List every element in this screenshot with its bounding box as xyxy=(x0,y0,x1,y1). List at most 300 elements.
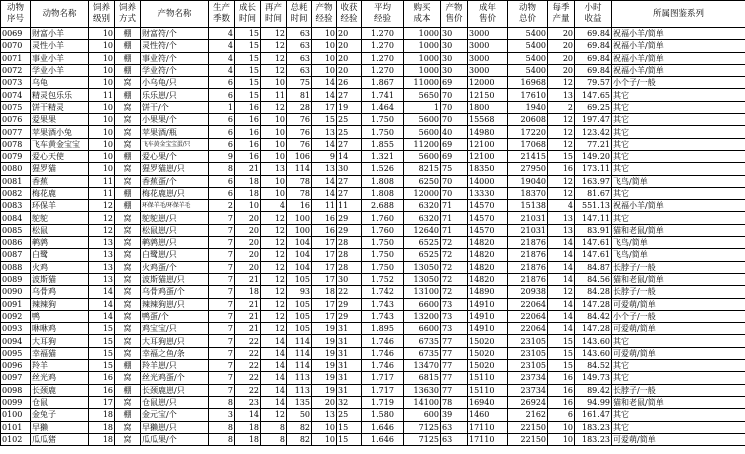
cell-total-time: 78 xyxy=(287,187,312,199)
cell-feeding-method: 棚 xyxy=(115,187,141,199)
cell-hourly-income: 89.42 xyxy=(575,384,612,396)
cell-growth-time: 22 xyxy=(235,372,261,384)
cell-product-exp: 10 xyxy=(312,52,337,64)
cell-average-exp: 1.270 xyxy=(362,64,404,76)
cell-product-name: 早獭崽/只 xyxy=(141,421,209,433)
cell-growth-time: 21 xyxy=(235,273,261,285)
cell-feeding-method: 窝 xyxy=(115,396,141,408)
cell-season-yield: 12 xyxy=(548,126,575,138)
cell-growth-time: 21 xyxy=(235,323,261,335)
cell-feeding-method: 棚 xyxy=(115,52,141,64)
cell-feeding-method: 窝 xyxy=(115,224,141,236)
cell-hourly-income: 69.84 xyxy=(575,52,612,64)
table-row xyxy=(1,212,745,224)
cell-product-name: 仓鼠崽/只 xyxy=(141,396,209,408)
cell-animal-name: 火鸡 xyxy=(31,261,89,273)
cell-total-time: 76 xyxy=(287,138,312,150)
cell-animal-name: 事业小羊 xyxy=(31,52,89,64)
cell-hourly-income: 147.61 xyxy=(575,249,612,261)
table-row xyxy=(1,273,745,285)
cell-product-exp: 14 xyxy=(312,138,337,150)
cell-album-series: 小个子/一般 xyxy=(612,310,745,322)
cell-product-exp: 19 xyxy=(312,360,337,372)
cell-harvest-exp: 26 xyxy=(337,77,362,89)
cell-product-exp: 10 xyxy=(312,421,337,433)
cell-animal-total: 5400 xyxy=(508,52,548,64)
cell-product-exp: 18 xyxy=(312,286,337,298)
cell-animal-id: 0082 xyxy=(1,187,31,199)
cell-feeding-method: 窝 xyxy=(115,433,141,445)
cell-hourly-income: 143.60 xyxy=(575,335,612,347)
cell-harvest-exp: 29 xyxy=(337,212,362,224)
cell-animal-total: 23105 xyxy=(508,347,548,359)
cell-product-name: 爱心果/个 xyxy=(141,150,209,162)
cell-average-exp: 1.750 xyxy=(362,249,404,261)
cell-growth-time: 18 xyxy=(235,433,261,445)
cell-animal-name: 幸福猫 xyxy=(31,347,89,359)
cell-growth-time: 15 xyxy=(235,28,261,40)
cell-animal-name: 羚羊 xyxy=(31,360,89,372)
cell-animal-id: 0071 xyxy=(1,52,31,64)
cell-feeding-method: 窝 xyxy=(115,114,141,126)
cell-growth-time: 15 xyxy=(235,52,261,64)
cell-animal-total: 17610 xyxy=(508,89,548,101)
cell-animal-id: 0097 xyxy=(1,372,31,384)
cell-purchase-cost: 5650 xyxy=(404,89,441,101)
cell-regrowth-time: 10 xyxy=(261,77,287,89)
table-row xyxy=(1,360,745,372)
cell-hourly-income: 81.67 xyxy=(575,187,612,199)
cell-regrowth-time: 10 xyxy=(261,114,287,126)
cell-regrowth-time: 12 xyxy=(261,261,287,273)
cell-feeding-level: 16 xyxy=(89,372,115,384)
cell-purchase-cost: 1000 xyxy=(404,64,441,76)
cell-product-price: 70 xyxy=(441,114,468,126)
cell-average-exp: 1.270 xyxy=(362,28,404,40)
cell-season-yield: 20 xyxy=(548,40,575,52)
cell-season-yield: 12 xyxy=(548,187,575,199)
cell-purchase-cost: 1000 xyxy=(404,52,441,64)
cell-regrowth-time: 12 xyxy=(261,212,287,224)
cell-harvest-exp: 31 xyxy=(337,372,362,384)
cell-total-time: 81 xyxy=(287,89,312,101)
cell-feeding-method: 窝 xyxy=(115,237,141,249)
cell-purchase-cost: 6320 xyxy=(404,200,441,212)
cell-season-yield: 15 xyxy=(548,150,575,162)
cell-growth-time: 10 xyxy=(235,200,261,212)
cell-regrowth-time: 14 xyxy=(261,360,287,372)
cell-album-series: 其它 xyxy=(612,212,745,224)
table-row xyxy=(1,52,745,64)
cell-regrowth-time: 12 xyxy=(261,40,287,52)
cell-total-time: 114 xyxy=(287,347,312,359)
cell-product-price: 72 xyxy=(441,249,468,261)
cell-product-exp: 16 xyxy=(312,224,337,236)
cell-feeding-level: 12 xyxy=(89,212,115,224)
cell-product-name: 香蕉蛋/个 xyxy=(141,175,209,187)
cell-regrowth-time: 12 xyxy=(261,28,287,40)
cell-hourly-income: 123.42 xyxy=(575,126,612,138)
cell-feeding-level: 15 xyxy=(89,360,115,372)
table-row xyxy=(1,237,745,249)
cell-animal-name: 猩罗猫 xyxy=(31,163,89,175)
cell-total-time: 82 xyxy=(287,433,312,445)
cell-regrowth-time: 12 xyxy=(261,224,287,236)
cell-album-series: 其它 xyxy=(612,372,745,384)
cell-purchase-cost: 6600 xyxy=(404,298,441,310)
cell-animal-name: 灵性小羊 xyxy=(31,40,89,52)
cell-average-exp: 1.646 xyxy=(362,421,404,433)
cell-average-exp: 1.750 xyxy=(362,237,404,249)
table-row xyxy=(1,150,745,162)
table-row xyxy=(1,175,745,187)
cell-adult-price: 15020 xyxy=(468,347,508,359)
cell-feeding-level: 10 xyxy=(89,114,115,126)
cell-album-series: 可爱萌/简单 xyxy=(612,323,745,335)
cell-feeding-method: 窝 xyxy=(115,77,141,89)
cell-growth-time: 15 xyxy=(235,89,261,101)
cell-harvest-exp: 28 xyxy=(337,261,362,273)
cell-purchase-cost: 12000 xyxy=(404,187,441,199)
cell-hourly-income: 161.47 xyxy=(575,409,612,421)
cell-season-yield: 16 xyxy=(548,372,575,384)
cell-average-exp: 1.746 xyxy=(362,335,404,347)
table-row xyxy=(1,298,745,310)
cell-hourly-income: 69.25 xyxy=(575,101,612,113)
cell-animal-name: 瓜瓜猪 xyxy=(31,433,89,445)
cell-adult-price: 13330 xyxy=(468,187,508,199)
cell-harvest-exp: 25 xyxy=(337,409,362,421)
table-row xyxy=(1,77,745,89)
cell-hourly-income: 77.21 xyxy=(575,138,612,150)
table-row xyxy=(1,114,745,126)
cell-animal-total: 2162 xyxy=(508,409,548,421)
cell-production-seasons: 7 xyxy=(209,286,235,298)
cell-harvest-exp: 31 xyxy=(337,384,362,396)
cell-feeding-method: 窝 xyxy=(115,310,141,322)
cell-product-exp: 19 xyxy=(312,347,337,359)
cell-total-time: 105 xyxy=(287,310,312,322)
cell-season-yield: 20 xyxy=(548,64,575,76)
cell-feeding-method: 窝 xyxy=(115,372,141,384)
cell-production-seasons: 2 xyxy=(209,200,235,212)
cell-hourly-income: 149.73 xyxy=(575,372,612,384)
cell-production-seasons: 7 xyxy=(209,224,235,236)
cell-product-name: 瓜瓜果/个 xyxy=(141,433,209,445)
cell-product-price: 78 xyxy=(441,396,468,408)
cell-animal-id: 0099 xyxy=(1,396,31,408)
cell-purchase-cost: 600 xyxy=(404,409,441,421)
cell-hourly-income: 173.11 xyxy=(575,163,612,175)
cell-growth-time: 14 xyxy=(235,409,261,421)
cell-hourly-income: 84.52 xyxy=(575,360,612,372)
table-row xyxy=(1,384,745,396)
cell-harvest-exp: 29 xyxy=(337,224,362,236)
cell-harvest-exp: 20 xyxy=(337,28,362,40)
cell-regrowth-time: 12 xyxy=(261,249,287,261)
cell-album-series: 其它 xyxy=(612,138,745,150)
table-row xyxy=(1,396,745,408)
cell-product-price: 30 xyxy=(441,52,468,64)
cell-feeding-method: 棚 xyxy=(115,384,141,396)
cell-animal-name: 乌骨鸡 xyxy=(31,286,89,298)
cell-growth-time: 16 xyxy=(235,114,261,126)
cell-product-name: 鹌鹑崽/只 xyxy=(141,237,209,249)
cell-regrowth-time: 14 xyxy=(261,335,287,347)
cell-product-price: 63 xyxy=(441,433,468,445)
cell-animal-id: 0075 xyxy=(1,101,31,113)
cell-regrowth-time: 11 xyxy=(261,89,287,101)
table-row xyxy=(1,40,745,52)
cell-harvest-exp: 27 xyxy=(337,89,362,101)
cell-product-name: 火鸡蛋/个 xyxy=(141,261,209,273)
cell-feeding-level: 13 xyxy=(89,261,115,273)
cell-product-exp: 10 xyxy=(312,433,337,445)
cell-adult-price: 12100 xyxy=(468,150,508,162)
cell-season-yield: 14 xyxy=(548,249,575,261)
cell-hourly-income: 84.28 xyxy=(575,286,612,298)
cell-average-exp: 1.746 xyxy=(362,360,404,372)
cell-adult-price: 14570 xyxy=(468,200,508,212)
cell-hourly-income: 147.11 xyxy=(575,212,612,224)
cell-purchase-cost: 7125 xyxy=(404,433,441,445)
cell-animal-name: 学业小羊 xyxy=(31,64,89,76)
cell-product-price: 70 xyxy=(441,187,468,199)
cell-total-time: 113 xyxy=(287,372,312,384)
cell-feeding-method: 窝 xyxy=(115,421,141,433)
cell-product-name: 梅花鹿崽/只 xyxy=(141,187,209,199)
cell-total-time: 75 xyxy=(287,77,312,89)
cell-regrowth-time: 12 xyxy=(261,286,287,298)
table-row xyxy=(1,323,745,335)
cell-season-yield: 14 xyxy=(548,323,575,335)
cell-total-time: 28 xyxy=(287,101,312,113)
cell-product-name: 财富符/个 xyxy=(141,28,209,40)
cell-regrowth-time: 13 xyxy=(261,163,287,175)
cell-purchase-cost: 1000 xyxy=(404,28,441,40)
cell-production-seasons: 9 xyxy=(209,150,235,162)
cell-animal-total: 21876 xyxy=(508,261,548,273)
cell-animal-name: 大耳狗 xyxy=(31,335,89,347)
cell-growth-time: 16 xyxy=(235,138,261,150)
cell-feeding-level: 10 xyxy=(89,52,115,64)
cell-production-seasons: 6 xyxy=(209,114,235,126)
cell-harvest-exp: 31 xyxy=(337,335,362,347)
cell-purchase-cost: 13050 xyxy=(404,261,441,273)
cell-product-name: 白鹭崽/只 xyxy=(141,249,209,261)
table-row xyxy=(1,101,745,113)
cell-album-series: 猫和老鼠/简单 xyxy=(612,396,745,408)
cell-animal-id: 0073 xyxy=(1,77,31,89)
cell-product-price: 73 xyxy=(441,298,468,310)
cell-product-name: 鸵鸵崽/只 xyxy=(141,212,209,224)
cell-average-exp: 2.688 xyxy=(362,200,404,212)
cell-hourly-income: 69.84 xyxy=(575,40,612,52)
cell-product-price: 63 xyxy=(441,421,468,433)
cell-animal-id: 0072 xyxy=(1,64,31,76)
cell-product-price: 30 xyxy=(441,64,468,76)
cell-product-name: 金元宝/个 xyxy=(141,409,209,421)
cell-album-series: 其它 xyxy=(612,101,745,113)
cell-album-series: 其它 xyxy=(612,150,745,162)
cell-purchase-cost: 6735 xyxy=(404,335,441,347)
cell-animal-id: 0095 xyxy=(1,347,31,359)
cell-production-seasons: 7 xyxy=(209,237,235,249)
cell-average-exp: 1.526 xyxy=(362,163,404,175)
cell-harvest-exp: 27 xyxy=(337,175,362,187)
cell-purchase-cost: 13050 xyxy=(404,273,441,285)
cell-product-name: 鸭蛋/个 xyxy=(141,310,209,322)
cell-product-price: 70 xyxy=(441,175,468,187)
cell-feeding-level: 10 xyxy=(89,64,115,76)
cell-season-yield: 10 xyxy=(548,433,575,445)
cell-growth-time: 21 xyxy=(235,163,261,175)
cell-season-yield: 12 xyxy=(548,286,575,298)
cell-animal-id: 0094 xyxy=(1,335,31,347)
cell-total-time: 63 xyxy=(287,64,312,76)
cell-animal-total: 21031 xyxy=(508,212,548,224)
cell-feeding-level: 15 xyxy=(89,323,115,335)
table-row xyxy=(1,347,745,359)
cell-production-seasons: 7 xyxy=(209,372,235,384)
cell-product-price: 77 xyxy=(441,372,468,384)
cell-product-exp: 10 xyxy=(312,64,337,76)
cell-season-yield: 16 xyxy=(548,163,575,175)
cell-feeding-method: 窝 xyxy=(115,126,141,138)
cell-production-seasons: 8 xyxy=(209,163,235,175)
cell-season-yield: 10 xyxy=(548,421,575,433)
cell-animal-name: 丝光鸡 xyxy=(31,372,89,384)
cell-season-yield: 14 xyxy=(548,261,575,273)
cell-adult-price: 14000 xyxy=(468,175,508,187)
cell-product-exp: 20 xyxy=(312,396,337,408)
cell-adult-price: 15110 xyxy=(468,384,508,396)
cell-animal-id: 0076 xyxy=(1,114,31,126)
cell-feeding-method: 棚 xyxy=(115,409,141,421)
cell-feeding-level: 10 xyxy=(89,150,115,162)
cell-production-seasons: 4 xyxy=(209,28,235,40)
cell-season-yield: 14 xyxy=(548,310,575,322)
cell-hourly-income: 163.97 xyxy=(575,175,612,187)
cell-product-name: 饼干/个 xyxy=(141,101,209,113)
cell-regrowth-time: 14 xyxy=(261,347,287,359)
header-row xyxy=(1,1,745,28)
cell-feeding-level: 18 xyxy=(89,421,115,433)
header-average-exp: 平均 经验 xyxy=(362,1,404,28)
cell-product-price: 72 xyxy=(441,273,468,285)
cell-adult-price: 3000 xyxy=(468,28,508,40)
cell-feeding-method: 窝 xyxy=(115,175,141,187)
cell-feeding-method: 棚 xyxy=(115,360,141,372)
cell-growth-time: 18 xyxy=(235,187,261,199)
cell-album-series: 长脖子/一般 xyxy=(612,286,745,298)
cell-production-seasons: 7 xyxy=(209,323,235,335)
cell-album-series: 飞鸟/简单 xyxy=(612,237,745,249)
cell-animal-total: 5400 xyxy=(508,40,548,52)
cell-total-time: 76 xyxy=(287,126,312,138)
cell-product-price: 77 xyxy=(441,335,468,347)
cell-album-series: 其它 xyxy=(612,421,745,433)
cell-feeding-method: 棚 xyxy=(115,64,141,76)
cell-adult-price: 12100 xyxy=(468,138,508,150)
cell-product-exp: 19 xyxy=(312,384,337,396)
cell-animal-name: 咻咻鸡 xyxy=(31,323,89,335)
cell-adult-price: 12000 xyxy=(468,77,508,89)
cell-product-name: 苹果酒/瓶 xyxy=(141,126,209,138)
cell-album-series: 其它 xyxy=(612,114,745,126)
table-row xyxy=(1,126,745,138)
cell-purchase-cost: 13100 xyxy=(404,286,441,298)
cell-harvest-exp: 11 xyxy=(337,200,362,212)
cell-animal-total: 23105 xyxy=(508,360,548,372)
cell-average-exp: 1.855 xyxy=(362,138,404,150)
cell-total-time: 114 xyxy=(287,163,312,175)
cell-animal-id: 0096 xyxy=(1,360,31,372)
cell-total-time: 105 xyxy=(287,323,312,335)
cell-average-exp: 1.741 xyxy=(362,89,404,101)
cell-product-exp: 13 xyxy=(312,126,337,138)
cell-hourly-income: 69.84 xyxy=(575,28,612,40)
cell-season-yield: 16 xyxy=(548,384,575,396)
cell-total-time: 63 xyxy=(287,40,312,52)
cell-product-exp: 19 xyxy=(312,372,337,384)
cell-product-name: 鸡宝宝/只 xyxy=(141,323,209,335)
cell-animal-total: 22150 xyxy=(508,421,548,433)
cell-growth-time: 21 xyxy=(235,310,261,322)
cell-animal-id: 0100 xyxy=(1,409,31,421)
cell-growth-time: 15 xyxy=(235,77,261,89)
table-row xyxy=(1,372,745,384)
cell-feeding-level: 12 xyxy=(89,200,115,212)
cell-feeding-level: 15 xyxy=(89,347,115,359)
cell-feeding-level: 10 xyxy=(89,126,115,138)
cell-animal-total: 21876 xyxy=(508,273,548,285)
cell-animal-id: 0079 xyxy=(1,150,31,162)
cell-purchase-cost: 7125 xyxy=(404,421,441,433)
cell-feeding-method: 窝 xyxy=(115,261,141,273)
cell-harvest-exp: 22 xyxy=(337,286,362,298)
cell-average-exp: 1.742 xyxy=(362,286,404,298)
cell-album-series: 猫和老鼠/简单 xyxy=(612,224,745,236)
cell-animal-total: 20608 xyxy=(508,114,548,126)
cell-average-exp: 1.646 xyxy=(362,433,404,445)
cell-adult-price: 14570 xyxy=(468,212,508,224)
cell-hourly-income: 149.20 xyxy=(575,150,612,162)
cell-purchase-cost: 5600 xyxy=(404,126,441,138)
cell-product-price: 30 xyxy=(441,40,468,52)
cell-feeding-level: 14 xyxy=(89,298,115,310)
cell-album-series: 其它 xyxy=(612,163,745,175)
cell-album-series: 长脖子/一般 xyxy=(612,384,745,396)
cell-total-time: 135 xyxy=(287,396,312,408)
cell-growth-time: 18 xyxy=(235,175,261,187)
cell-hourly-income: 94.99 xyxy=(575,396,612,408)
header-animal-id: 动物 序号 xyxy=(1,1,31,28)
cell-average-exp: 1.717 xyxy=(362,384,404,396)
cell-album-series: 祝福小羊/简单 xyxy=(612,40,745,52)
cell-production-seasons: 1 xyxy=(209,101,235,113)
cell-hourly-income: 183.23 xyxy=(575,421,612,433)
table-row xyxy=(1,335,745,347)
cell-regrowth-time: 14 xyxy=(261,396,287,408)
cell-production-seasons: 7 xyxy=(209,384,235,396)
cell-purchase-cost: 13630 xyxy=(404,384,441,396)
header-product-name: 产物名称 xyxy=(141,1,209,28)
cell-animal-id: 0089 xyxy=(1,273,31,285)
cell-product-exp: 17 xyxy=(312,298,337,310)
cell-album-series: 其它 xyxy=(612,126,745,138)
cell-animal-total: 23734 xyxy=(508,372,548,384)
